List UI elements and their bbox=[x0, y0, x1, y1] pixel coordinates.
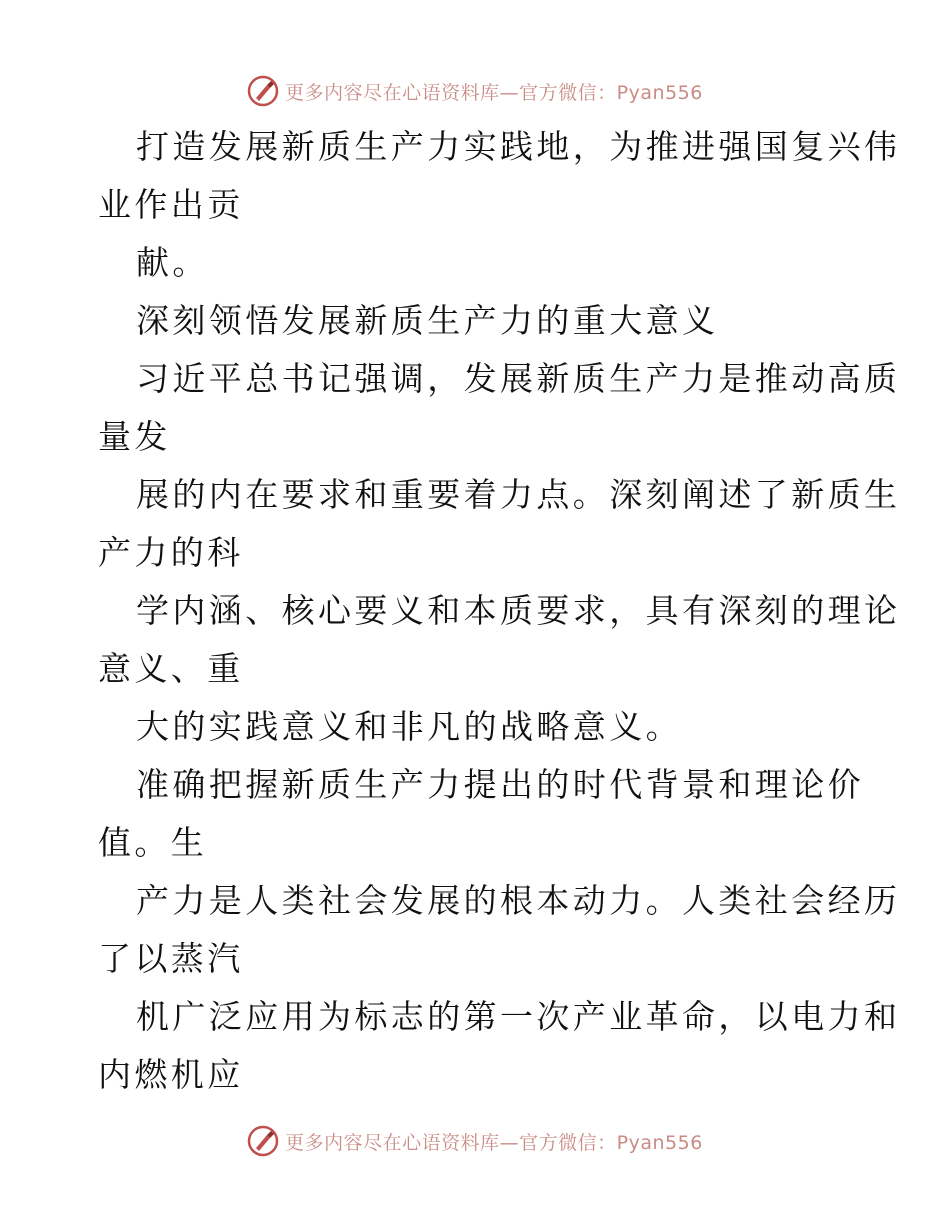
text-line: 打造发展新质生产力实践地，为推进强国复兴伟 bbox=[136, 127, 901, 166]
text-line: 业作出贡 bbox=[98, 185, 244, 224]
header-watermark bbox=[0, 71, 950, 111]
text-line: 内燃机应 bbox=[98, 1055, 244, 1094]
text-line: 深刻领悟发展新质生产力的重大意义 bbox=[136, 301, 719, 340]
text-line: 学内涵、核心要义和本质要求，具有深刻的理论 bbox=[136, 591, 901, 630]
text-line: 了以蒸汽 bbox=[98, 939, 244, 978]
text-line: 产力的科 bbox=[98, 533, 244, 572]
text-line: 准确把握新质生产力提出的时代背景和理论价 bbox=[136, 765, 864, 804]
text-line: 量发 bbox=[98, 417, 171, 456]
watermark-text: 更多内容尽在心语资料库—官方微信：Pyan556 bbox=[285, 81, 703, 104]
text-line: 习近平总书记强调，发展新质生产力是推动高质 bbox=[136, 359, 901, 398]
text-line: 大的实践意义和非凡的战略意义。 bbox=[136, 707, 682, 746]
text-line: 意义、重 bbox=[98, 649, 244, 688]
text-line: 值。生 bbox=[98, 823, 208, 862]
text-line: 产力是人类社会发展的根本动力。人类社会经历 bbox=[136, 881, 901, 920]
text-line: 展的内在要求和重要着力点。深刻阐述了新质生 bbox=[136, 475, 901, 514]
text-line: 献。 bbox=[136, 243, 209, 282]
footer-watermark bbox=[0, 1121, 950, 1161]
text-line: 机广泛应用为标志的第一次产业革命，以电力和 bbox=[136, 997, 901, 1036]
pen-logo-icon bbox=[247, 75, 279, 107]
watermark-text: 更多内容尽在心语资料库—官方微信：Pyan556 bbox=[285, 1131, 703, 1154]
pen-logo-icon bbox=[247, 1125, 279, 1157]
